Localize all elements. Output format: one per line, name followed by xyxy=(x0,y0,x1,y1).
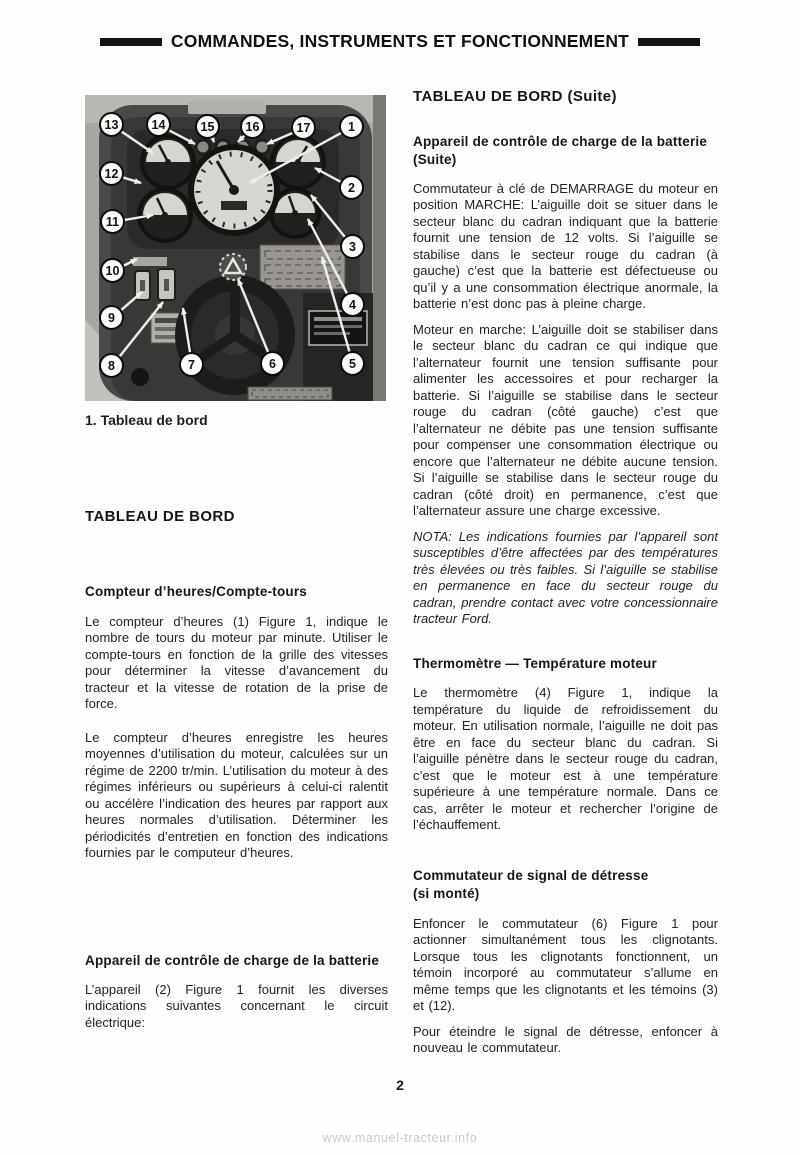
paragraph-detresse-2: Pour éteindre le signal de détresse, enfoncer à nouveau le commutateur. xyxy=(413,1023,718,1056)
figure-callout-9: 9 xyxy=(99,305,124,330)
paragraph-moteur-en-marche: Moteur en marche: L’aiguille doit se stabiliser dans le secteur blanc du cadran ce qui indique que l’alternateur fournit une tension suffisante pour alimenter les accessoires et pour recharger la batterie. Si l’aiguille se stabilise dans le secteur rouge du cadran (côté gauche) c’est que l’alternateur ne débite pas une tension suffisante pour compenser une consommation électrique ou encore que l’alternateur ne débite aucune tension. Si l’aiguille se stabilise dans le secteur rouge du cadran (côté droit) en permanence, c’est que l’alternateur assure une charge excessive. xyxy=(413,321,718,519)
paragraph-compteur-2: Le compteur d’heures enregistre les heures moyennes d’utilisation du moteur, calculées sur un régime de 2200 tr/min. L’utilisation du moteur à des régimes inférieurs ou supérieurs à celui-ci ralentit ou accélère l’indication des heures par rapport aux heures normales d’utilisation. Déterminer les périodicités d’entretien en fonction des indications fournies par le computeur d’heures. xyxy=(85,729,388,861)
ignition-knob xyxy=(131,368,149,386)
figure-callout-7: 7 xyxy=(179,352,204,377)
figure-callout-2: 2 xyxy=(339,175,364,200)
figure-callout-4: 4 xyxy=(340,292,365,317)
figure-callout-11: 11 xyxy=(100,209,125,234)
gauge-top-right xyxy=(272,136,324,188)
left-column xyxy=(85,95,388,1031)
figure-callout-15: 15 xyxy=(195,114,220,139)
paragraph-compteur-1: Le compteur d’heures (1) Figure 1, indique le nombre de tours du moteur par minute. Utiliser le compte-tours en fonction de la grille des vitesses pour déterminer la vitesse d’avancement du tracteur et la vitesse de rotation de la prise de force. xyxy=(85,613,388,712)
paragraph-demarrage: Commutateur à clé de DEMARRAGE du moteur en position MARCHE: L’aiguille doit se situer dans le secteur blanc du cadran indiquant que la batterie fournit une tension de 12 volts. Si l’aiguille se stabilise dans le secteur rouge du cadran (à gauche) c’est que la batterie est défectueuse ou qu’il y a une consommation électrique anormale, la batterie n’est donc pas à pleine charge. xyxy=(413,180,718,312)
page-number: 2 xyxy=(396,1077,404,1093)
subheading-thermometre: Thermomètre — Température moteur xyxy=(413,655,657,671)
paragraph-appareil-intro: L’appareil (2) Figure 1 fournit les diverses indications suivantes concernant le circuit électrique: xyxy=(85,981,388,1030)
page-header xyxy=(0,31,800,52)
paragraph-thermometre: Le thermomètre (4) Figure 1, indique la température du liquide de refroidissement du moteur. En utilisation normale, l’aiguille ne doit pas être en face du secteur blanc du cadran. Si l’aiguille pénètre dans le secteur rouge du cadran, c’est que le moteur est à une température supérieure à une température normale. Dans ce cas, arrêter le moteur et rechercher l’origine de l’échauffement. xyxy=(413,685,718,833)
subheading-appareil-charge: Appareil de contrôle de charge de la batterie xyxy=(85,952,380,968)
subheading-detresse: Commutateur de signal de détresse (si monté) xyxy=(413,867,649,901)
figure-callout-8: 8 xyxy=(99,353,124,378)
header-rule-left xyxy=(100,38,162,46)
bottom-grid-decal xyxy=(248,387,332,400)
paragraph-detresse-1: Enfoncer le commutateur (6) Figure 1 pour actionner simultanément tous les clignotants. Lorsque tous les clignotants fonctionnent, un témoin incorporé au commutateur s’allume en même temps que les clignotants et les témoins (3) et (12). xyxy=(413,915,718,1014)
figure-callout-17: 17 xyxy=(291,115,316,140)
steering-wheel xyxy=(175,275,295,395)
figure-callout-1: 1 xyxy=(339,114,364,139)
figure-callout-13: 13 xyxy=(99,112,124,137)
page-title: COMMANDES, INSTRUMENTS ET FONCTIONNEMENT xyxy=(170,31,630,51)
header-rule-right xyxy=(638,38,700,46)
figure-callout-5: 5 xyxy=(340,351,365,376)
subheading-appareil-charge-suite: Appareil de contrôle de charge de la batterie (Suite) xyxy=(413,134,708,167)
watermark: www.manuel-tracteur.info xyxy=(322,1131,478,1145)
paragraph-nota: NOTA: Les indications fournies par l’appareil sont susceptibles d’être affectées par des températures très élevées ou très faibles. Si l’aiguille se stabilise en permanence en face du secteur rouge du cadran, prendre contact avec votre concessionnaire tracteur Ford. xyxy=(413,528,718,627)
figure-callout-10: 10 xyxy=(100,258,125,283)
tachometer-gauge xyxy=(188,144,280,236)
figure-callout-12: 12 xyxy=(99,161,124,186)
figure-callout-16: 16 xyxy=(240,114,265,139)
gauge-top-left xyxy=(142,136,194,188)
hazard-flasher-button xyxy=(220,254,246,280)
right-column xyxy=(413,88,718,1057)
figure-caption: 1. Tableau de bord xyxy=(85,412,208,428)
figure-callout-3: 3 xyxy=(340,234,365,259)
dashboard-figure xyxy=(85,95,386,401)
subheading-compteur-heures: Compteur d’heures/Compte-tours xyxy=(85,584,308,599)
section-heading-tableau-de-bord: TABLEAU DE BORD xyxy=(85,508,235,525)
figure-callout-6: 6 xyxy=(260,351,285,376)
section-heading-tableau-suite: TABLEAU DE BORD (Suite) xyxy=(413,88,617,105)
figure-callout-14: 14 xyxy=(146,112,171,137)
